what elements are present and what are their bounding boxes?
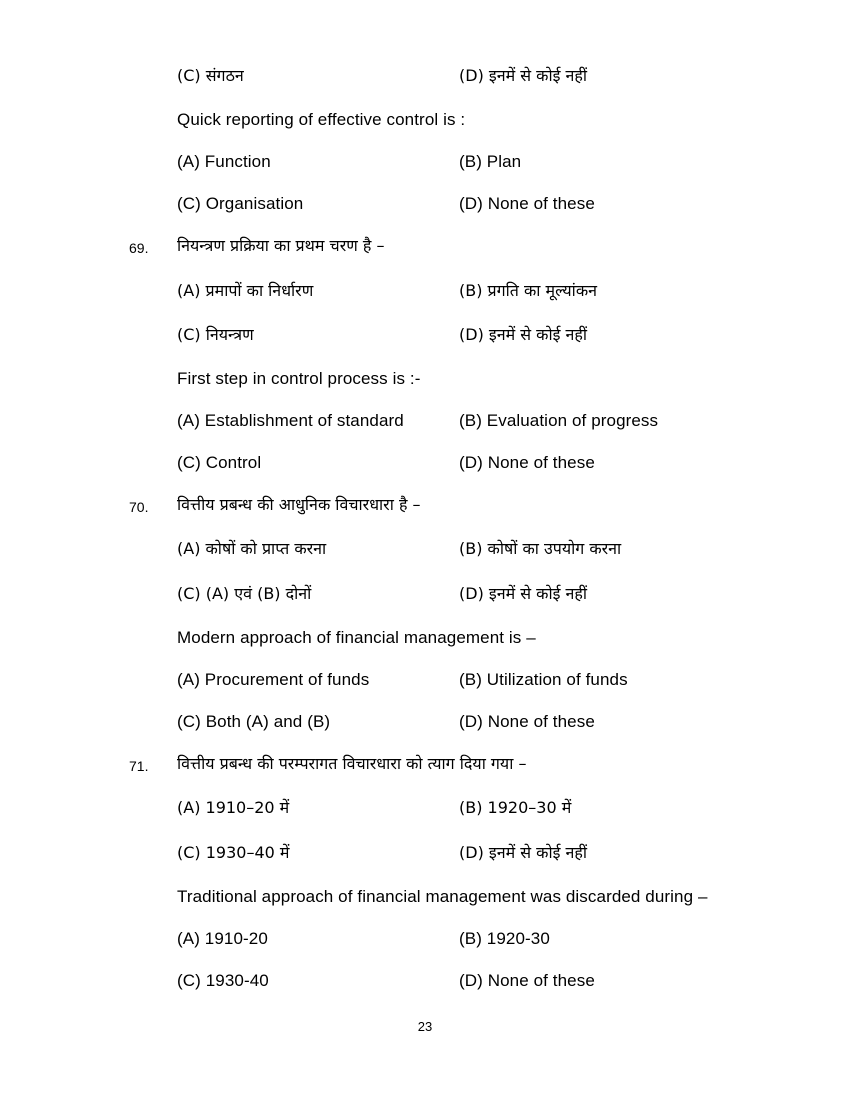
q71-en-option-c: (C) 1930-40 (177, 971, 269, 990)
q71-hi-option-a: (A) 1910–20 में (177, 798, 290, 817)
q70-en-option-a: (A) Procurement of funds (177, 670, 370, 689)
q71-hi-question: वित्तीय प्रबन्ध की परम्परागत विचारधारा को त्याग दिया गया – (177, 754, 527, 773)
page-number: 23 (417, 1019, 433, 1034)
q70-en-option-d: (D) None of these (459, 712, 595, 731)
q68-en-option-d: (D) None of these (459, 194, 595, 213)
q69-number: 69. (129, 240, 149, 256)
q70-hi-option-a: (A) कोषों को प्राप्त करना (177, 539, 327, 558)
q71-number: 71. (129, 758, 149, 774)
q68-en-option-c: (C) Organisation (177, 194, 304, 213)
q70-hi-option-c: (C) (A) एवं (B) दोनों (177, 584, 312, 603)
q71-hi-option-d: (D) इनमें से कोई नहीं (459, 843, 588, 862)
q68-en-question: Quick reporting of effective control is : (177, 110, 466, 129)
q68-hi-option-d: (D) इनमें से कोई नहीं (459, 66, 588, 85)
q71-en-option-b: (B) 1920-30 (459, 929, 550, 948)
q69-hi-option-d: (D) इनमें से कोई नहीं (459, 325, 588, 344)
q69-en-option-b: (B) Evaluation of progress (459, 411, 659, 430)
q71-en-question: Traditional approach of financial management was discarded during – (177, 887, 708, 906)
q70-en-option-b: (B) Utilization of funds (459, 670, 628, 689)
q70-en-option-c: (C) Both (A) and (B) (177, 712, 331, 731)
q70-en-question: Modern approach of financial management is – (177, 628, 536, 647)
q71-en-option-d: (D) None of these (459, 971, 595, 990)
q69-hi-option-c: (C) नियन्त्रण (177, 325, 254, 344)
q71-hi-option-c: (C) 1930–40 में (177, 843, 290, 862)
q70-hi-option-b: (B) कोषों का उपयोग करना (459, 539, 622, 558)
q69-en-question: First step in control process is :- (177, 369, 421, 388)
q68-hi-option-c: (C) संगठन (177, 66, 244, 85)
q70-number: 70. (129, 499, 149, 515)
q71-en-option-a: (A) 1910-20 (177, 929, 268, 948)
q69-en-option-d: (D) None of these (459, 453, 595, 472)
q69-en-option-c: (C) Control (177, 453, 262, 472)
q68-en-option-a: (A) Function (177, 152, 271, 171)
q70-hi-option-d: (D) इनमें से कोई नहीं (459, 584, 588, 603)
q69-hi-option-a: (A) प्रमापों का निर्धारण (177, 281, 314, 300)
q71-hi-option-b: (B) 1920–30 में (459, 798, 572, 817)
q68-en-option-b: (B) Plan (459, 152, 522, 171)
q69-hi-question: नियन्त्रण प्रक्रिया का प्रथम चरण है – (177, 236, 385, 255)
q69-hi-option-b: (B) प्रगति का मूल्यांकन (459, 281, 597, 300)
q69-en-option-a: (A) Establishment of standard (177, 411, 404, 430)
q70-hi-question: वित्तीय प्रबन्ध की आधुनिक विचारधारा है – (177, 495, 421, 514)
